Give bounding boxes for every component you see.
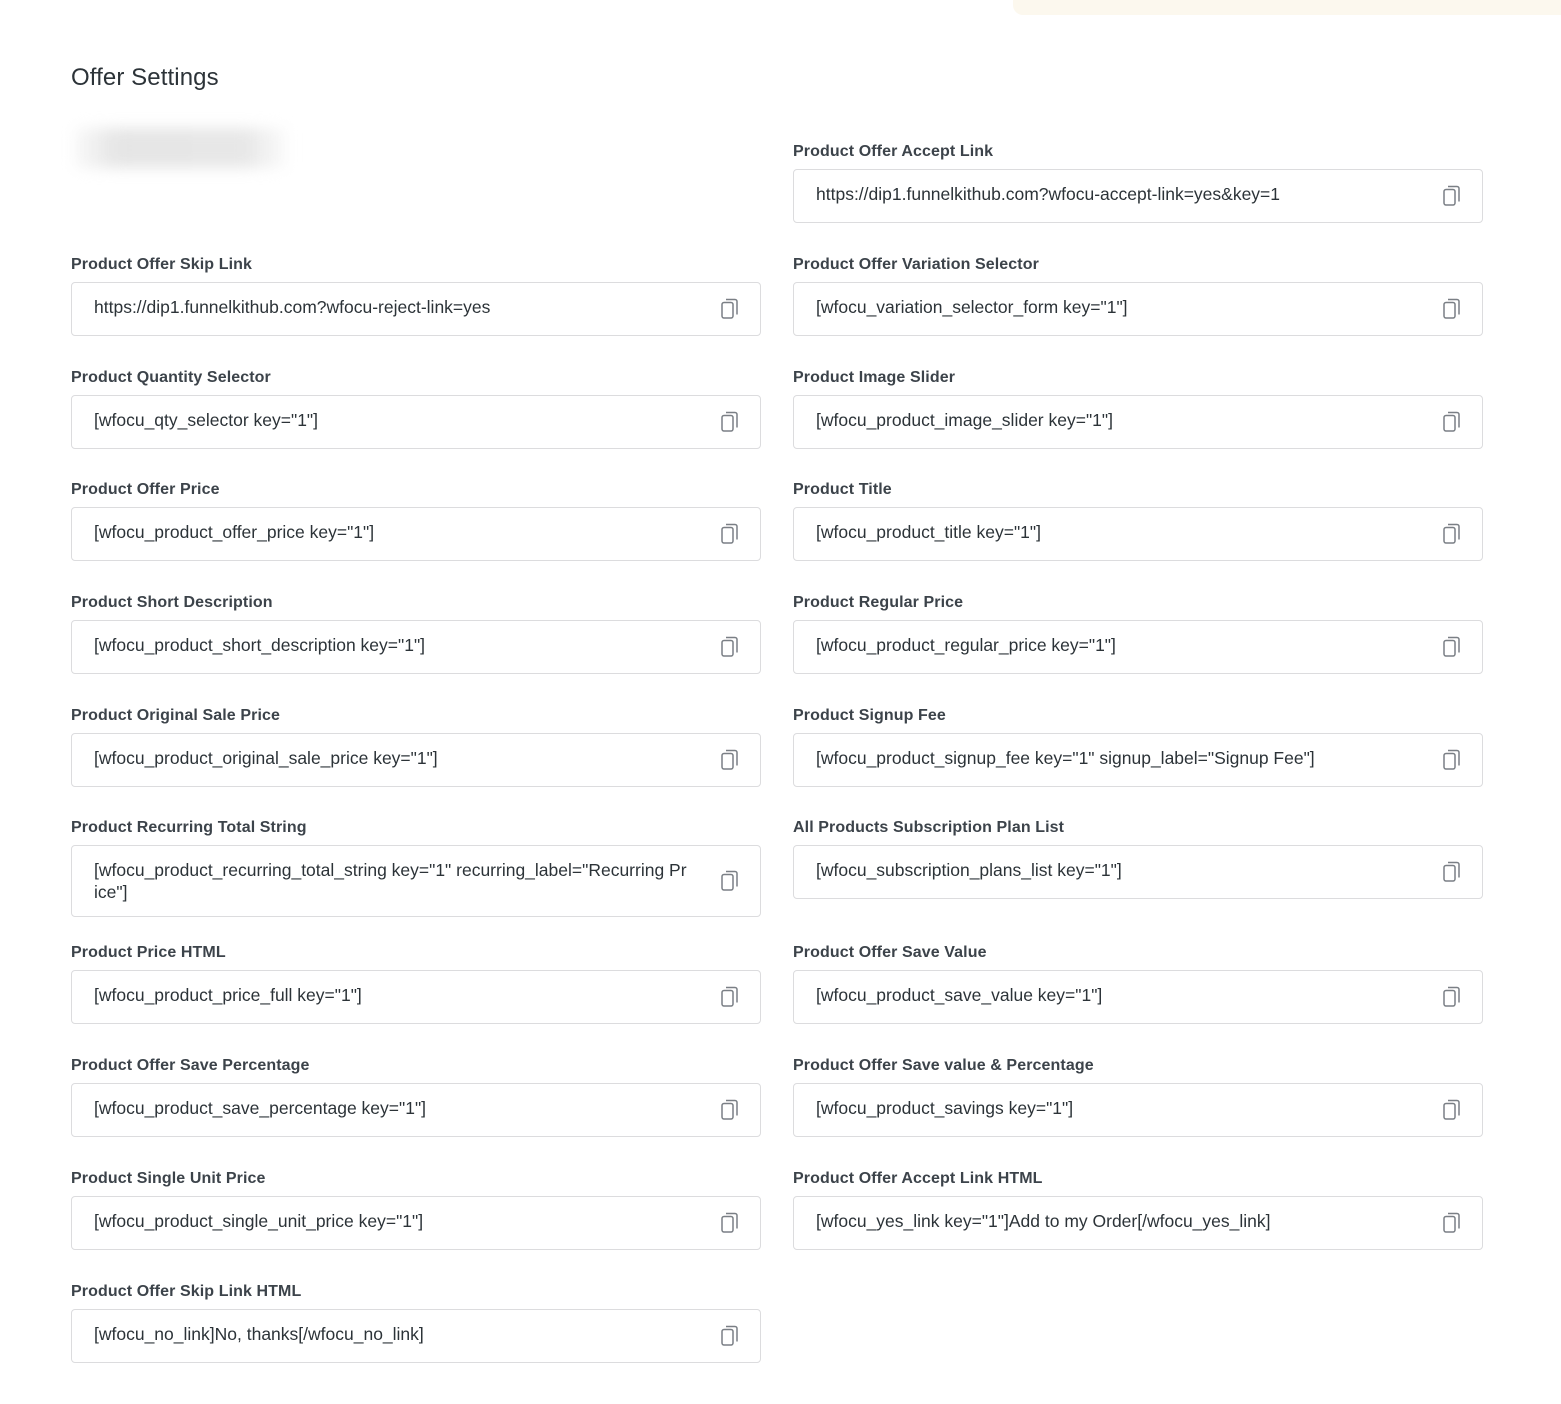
- field-image-slider: [793, 368, 1483, 449]
- shortcode-box[interactable]: [71, 620, 761, 674]
- shortcode-box[interactable]: [71, 282, 761, 336]
- field-regular-price: [793, 593, 1483, 674]
- shortcode-box[interactable]: [793, 507, 1483, 561]
- shortcode-value[interactable]: [wfocu_product_image_slider key="1"]: [816, 410, 1113, 430]
- field-accept-link: [793, 142, 1483, 223]
- field-label: Product Title: [793, 481, 892, 498]
- shortcode-box[interactable]: [793, 620, 1483, 674]
- field-short-description: [71, 593, 761, 674]
- shortcode-box[interactable]: [793, 395, 1483, 449]
- shortcode-value[interactable]: https://dip1.funnelkithub.com?wfocu-accept-link=yes&key=1: [816, 184, 1281, 204]
- copy-icon[interactable]: [720, 985, 740, 1009]
- field-label: All Products Subscription Plan List: [793, 819, 1065, 836]
- copy-icon[interactable]: [720, 410, 740, 434]
- shortcode-value[interactable]: [wfocu_variation_selector_form key="1"]: [816, 297, 1128, 317]
- field-label: Product Offer Save Percentage: [71, 1057, 310, 1074]
- copy-icon[interactable]: [1442, 1211, 1462, 1235]
- top-notice-banner: [1013, 0, 1561, 15]
- field-label: Product Offer Save value & Percentage: [793, 1057, 1094, 1074]
- field-savings: [793, 1056, 1483, 1137]
- field-label: Product Image Slider: [793, 369, 956, 386]
- shortcode-box[interactable]: [793, 970, 1483, 1024]
- blurred-field: [73, 128, 288, 168]
- shortcode-value[interactable]: [wfocu_product_offer_price key="1"]: [94, 522, 375, 542]
- shortcode-box[interactable]: [793, 845, 1483, 899]
- shortcode-box[interactable]: [71, 1196, 761, 1250]
- shortcode-box[interactable]: [71, 395, 761, 449]
- field-label: Product Offer Price: [71, 481, 220, 498]
- field-label: Product Offer Variation Selector: [793, 256, 1039, 273]
- field-product-title: [793, 480, 1483, 561]
- field-single-unit-price: [71, 1169, 761, 1250]
- copy-icon[interactable]: [1442, 635, 1462, 659]
- field-label: Product Price HTML: [71, 944, 226, 961]
- field-original-sale-price: [71, 706, 761, 787]
- field-label: Product Offer Accept Link HTML: [793, 1170, 1043, 1187]
- field-label: Product Short Description: [71, 594, 273, 611]
- copy-icon[interactable]: [1442, 1098, 1462, 1122]
- copy-icon[interactable]: [720, 522, 740, 546]
- shortcode-value[interactable]: [wfocu_product_price_full key="1"]: [94, 985, 362, 1005]
- field-label: Product Signup Fee: [793, 707, 946, 724]
- shortcode-value[interactable]: [wfocu_product_original_sale_price key="1"]: [94, 748, 438, 768]
- shortcode-value[interactable]: https://dip1.funnelkithub.com?wfocu-reject-link=yes: [94, 297, 491, 317]
- shortcode-value[interactable]: [wfocu_no_link]No, thanks[/wfocu_no_link]: [94, 1324, 424, 1344]
- shortcode-value[interactable]: [wfocu_product_single_unit_price key="1"]: [94, 1211, 424, 1231]
- shortcode-value[interactable]: [wfocu_product_save_value key="1"]: [816, 985, 1103, 1005]
- shortcode-value[interactable]: [wfocu_product_savings key="1"]: [816, 1098, 1074, 1118]
- copy-icon[interactable]: [720, 297, 740, 321]
- copy-icon[interactable]: [720, 748, 740, 772]
- copy-icon[interactable]: [720, 635, 740, 659]
- shortcode-box[interactable]: [71, 970, 761, 1024]
- field-label: Product Offer Skip Link HTML: [71, 1283, 302, 1300]
- field-signup-fee: [793, 706, 1483, 787]
- field-label: Product Offer Skip Link: [71, 256, 252, 273]
- field-label: Product Regular Price: [793, 594, 964, 611]
- copy-icon[interactable]: [1442, 522, 1462, 546]
- field-accept-link-html: [793, 1169, 1483, 1250]
- field-label: Product Original Sale Price: [71, 707, 280, 724]
- field-save-value: [793, 943, 1483, 1024]
- field-variation-selector: [793, 255, 1483, 336]
- shortcode-box[interactable]: [793, 733, 1483, 787]
- shortcode-box[interactable]: [71, 1309, 761, 1363]
- field-label: Product Offer Accept Link: [793, 143, 994, 160]
- shortcode-box[interactable]: [71, 1083, 761, 1137]
- shortcode-value[interactable]: [wfocu_product_signup_fee key="1" signup_label="Signup Fee"]: [816, 748, 1315, 768]
- shortcode-value[interactable]: [wfocu_product_short_description key="1"]: [94, 635, 426, 655]
- field-qty-selector: [71, 368, 761, 449]
- field-label: Product Recurring Total String: [71, 819, 307, 836]
- field-save-percentage: [71, 1056, 761, 1137]
- page-title: Offer Settings: [71, 64, 219, 91]
- copy-icon[interactable]: [720, 869, 740, 893]
- copy-icon[interactable]: [1442, 748, 1462, 772]
- shortcode-value[interactable]: [wfocu_product_regular_price key="1"]: [816, 635, 1116, 655]
- field-subscription-plans: [793, 818, 1483, 899]
- copy-icon[interactable]: [1442, 297, 1462, 321]
- shortcode-value[interactable]: [wfocu_product_recurring_total_string key="1" recurring_label="Recurring Price"]: [94, 860, 687, 902]
- field-offer-price: [71, 480, 761, 561]
- shortcode-value[interactable]: [wfocu_yes_link key="1"]Add to my Order[/wfocu_yes_link]: [816, 1211, 1271, 1231]
- field-skip-link-html: [71, 1282, 761, 1363]
- field-label: Product Quantity Selector: [71, 369, 271, 386]
- shortcode-box[interactable]: [71, 845, 761, 917]
- copy-icon[interactable]: [1442, 410, 1462, 434]
- field-label: Product Offer Save Value: [793, 944, 987, 961]
- copy-icon[interactable]: [1442, 860, 1462, 884]
- shortcode-value[interactable]: [wfocu_product_title key="1"]: [816, 522, 1041, 542]
- field-skip-link: [71, 255, 761, 336]
- shortcode-box[interactable]: [71, 507, 761, 561]
- copy-icon[interactable]: [720, 1211, 740, 1235]
- shortcode-value[interactable]: [wfocu_subscription_plans_list key="1"]: [816, 860, 1122, 880]
- shortcode-box[interactable]: [793, 1196, 1483, 1250]
- field-recurring-total: [71, 818, 761, 917]
- shortcode-box[interactable]: [793, 282, 1483, 336]
- shortcode-box[interactable]: [71, 733, 761, 787]
- copy-icon[interactable]: [720, 1324, 740, 1348]
- copy-icon[interactable]: [720, 1098, 740, 1122]
- copy-icon[interactable]: [1442, 184, 1462, 208]
- field-label: Product Single Unit Price: [71, 1170, 266, 1187]
- shortcode-value[interactable]: [wfocu_product_save_percentage key="1"]: [94, 1098, 427, 1118]
- field-price-html: [71, 943, 761, 1024]
- copy-icon[interactable]: [1442, 985, 1462, 1009]
- shortcode-box[interactable]: [793, 1083, 1483, 1137]
- shortcode-value[interactable]: [wfocu_qty_selector key="1"]: [94, 410, 318, 430]
- shortcode-box[interactable]: [793, 169, 1483, 223]
